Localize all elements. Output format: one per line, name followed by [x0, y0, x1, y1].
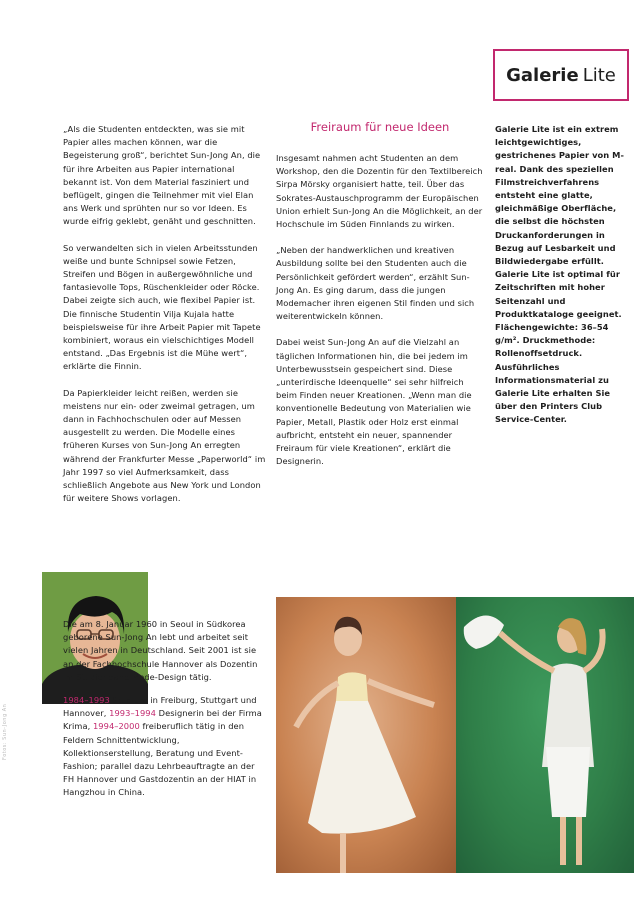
product-text: ist ein extrem leichtgewichtiges, gestrichenes Papier von M-real. Dank des speziellen Filmstreichverfahrens entsteht eine glatte, gleichmäßige Oberfläche, die selbst die höchsten Druckanforderungen in Bezug auf Lesbarkeit und Bildwiedergabe erfüllt.: [495, 124, 624, 267]
photo-credit: Fotos: Sun-Jong An: [2, 703, 8, 760]
left-paragraph-2: So verwandelten sich in vielen Arbeitsstunden weiße und bunte Schnipsel sowie Fetzen, Streifen und Bögen in außergewöhnliche und fantasievolle Tops, Rüschenkleider oder Röcke. Dabei zeigte sich auch, wie flexibel Papier ist. Die finnische Studentin Vilja Kujala hatte beispielsweise für ihre Arbeit Papier mit Tapete kombiniert, woraus ein vielschichtiges Modell entstand. „Das Ergebnis ist die Mühe wert“, erklärte die Finnin.: [63, 242, 261, 372]
product-description: [495, 123, 631, 268]
middle-paragraph-2: „Neben der handwerklichen und kreativen Ausbildung sollte bei den Studenten auch die Persönlichkeit gefördert werden“, erzählt Sun-Jong An. Es ging darum, dass die jungen Modemacher ihren eigenen Stil finden und sich weiterentwickeln können.: [276, 245, 475, 322]
section-heading: Freiraum für neue Ideen: [310, 120, 450, 134]
model-photo-paper-dress: [456, 597, 634, 873]
middle-paragraph-3: Dabei weist Sun-Jong An auf die Vielzahl an täglichen Informationen hin, die bei jedem im Unterbewusstsein gespeichert sind. Diese „unterirdische Ideenquelle“ sei sehr hilfreich beim Finden neuer Kreationen. „Wenn man die konventionelle Bedeutung von Materialien wie Papier, Metall, Plastik oder Holz erst einmal aufbricht, entsteht ein neuer, spannender Freiraum für viele Kreationen“, erklärt die Designerin.: [276, 337, 472, 467]
right-column: [495, 123, 631, 427]
bio-text-3: freiberuflich tätig in den Feldern Schnittentwicklung, Kollektionserstellung, Beratung und Event-Fashion; parallel dazu Lehrbeauftragte an der FH Hannover und Gastdozentin an der HIAT in Hangzhou in China.: [63, 721, 257, 798]
bio-intro: Die am 8. Januar 1960 in Seoul in Südkorea geborene Sun-Jong An lebt und arbeitet seit vielen Jahren in Deutschland. Seit 2001 ist sie an der Fachhochschule Hannover als Dozentin im Studiengang Mode-Design tätig.: [63, 619, 258, 682]
middle-paragraph-1: Insgesamt nahmen acht Studenten an dem Workshop, den die Dozentin für den Textilbereich Sirpa Mörsky organisiert hatte, teil. Über das Sokrates-Austauschprogramm der Europäischen Union erhielt Sun-Jong An die Möglichkeit, an der Hochschule im Süden Finnlands zu wirken.: [276, 153, 483, 230]
bio-text-2: Designerin bei der Firma Krima,: [63, 708, 262, 732]
left-paragraph-3: Da Papierkleider leicht reißen, werden sie meistens nur ein- oder zweimal getragen, um dann in Fachhochschulen oder auf Messen ausgestellt zu werden. Die Modelle eines früheren Kurses von Sun-Jong An erregten während der Frankfurter Messe „Paperworld“ im Jahr 1997 so viel Aufmerksamkeit, dass schließlich Angebote aus New York und London für weitere Shows vorlagen.: [63, 387, 266, 504]
bio-text: [63, 618, 268, 810]
middle-column: [276, 152, 484, 481]
left-column: [63, 123, 270, 518]
logo-bold: Galerie: [506, 64, 579, 86]
model-photo-white-dress: [276, 597, 456, 873]
bio-timeline: [63, 694, 268, 800]
bio-year-3: 1994–2000: [92, 721, 140, 732]
product-info: Ausführliches Informationsmaterial zu Galerie Lite erhalten Sie über den Printers Club Service-Center.: [495, 361, 611, 425]
bio-year-1: 1984–1993: [63, 695, 110, 706]
left-paragraph-1: „Als die Studenten entdeckten, was sie mit Papier alles machen können, war die Begeisterung groß“, berichtet Sun-Jong An, die für ihre Arbeiten aus Papier international bekannt ist. Von dem Material fasziniert und beflügelt, gingen die Teilnehmer mit viel Elan ans Werk und sprühten nur so vor Ideen. Es wurde eifrig geklebt, genäht und geschnitten.: [63, 124, 261, 227]
galerie-lite-logo: [493, 49, 629, 101]
product-usage: Galerie Lite ist optimal für Zeitschriften mit hoher Seitenzahl und Produktkataloge geeignet. Flächengewichte: 36–54 g/m². Druckmethode: Rollenoffsetdruck.: [495, 269, 622, 359]
bio-year-2: 1993–1994: [109, 708, 156, 719]
bio-text-1: Studium in Freiburg, Stuttgart und Hannover,: [63, 695, 257, 719]
product-name: Galerie Lite: [495, 124, 550, 134]
logo-thin: Lite: [582, 64, 616, 86]
